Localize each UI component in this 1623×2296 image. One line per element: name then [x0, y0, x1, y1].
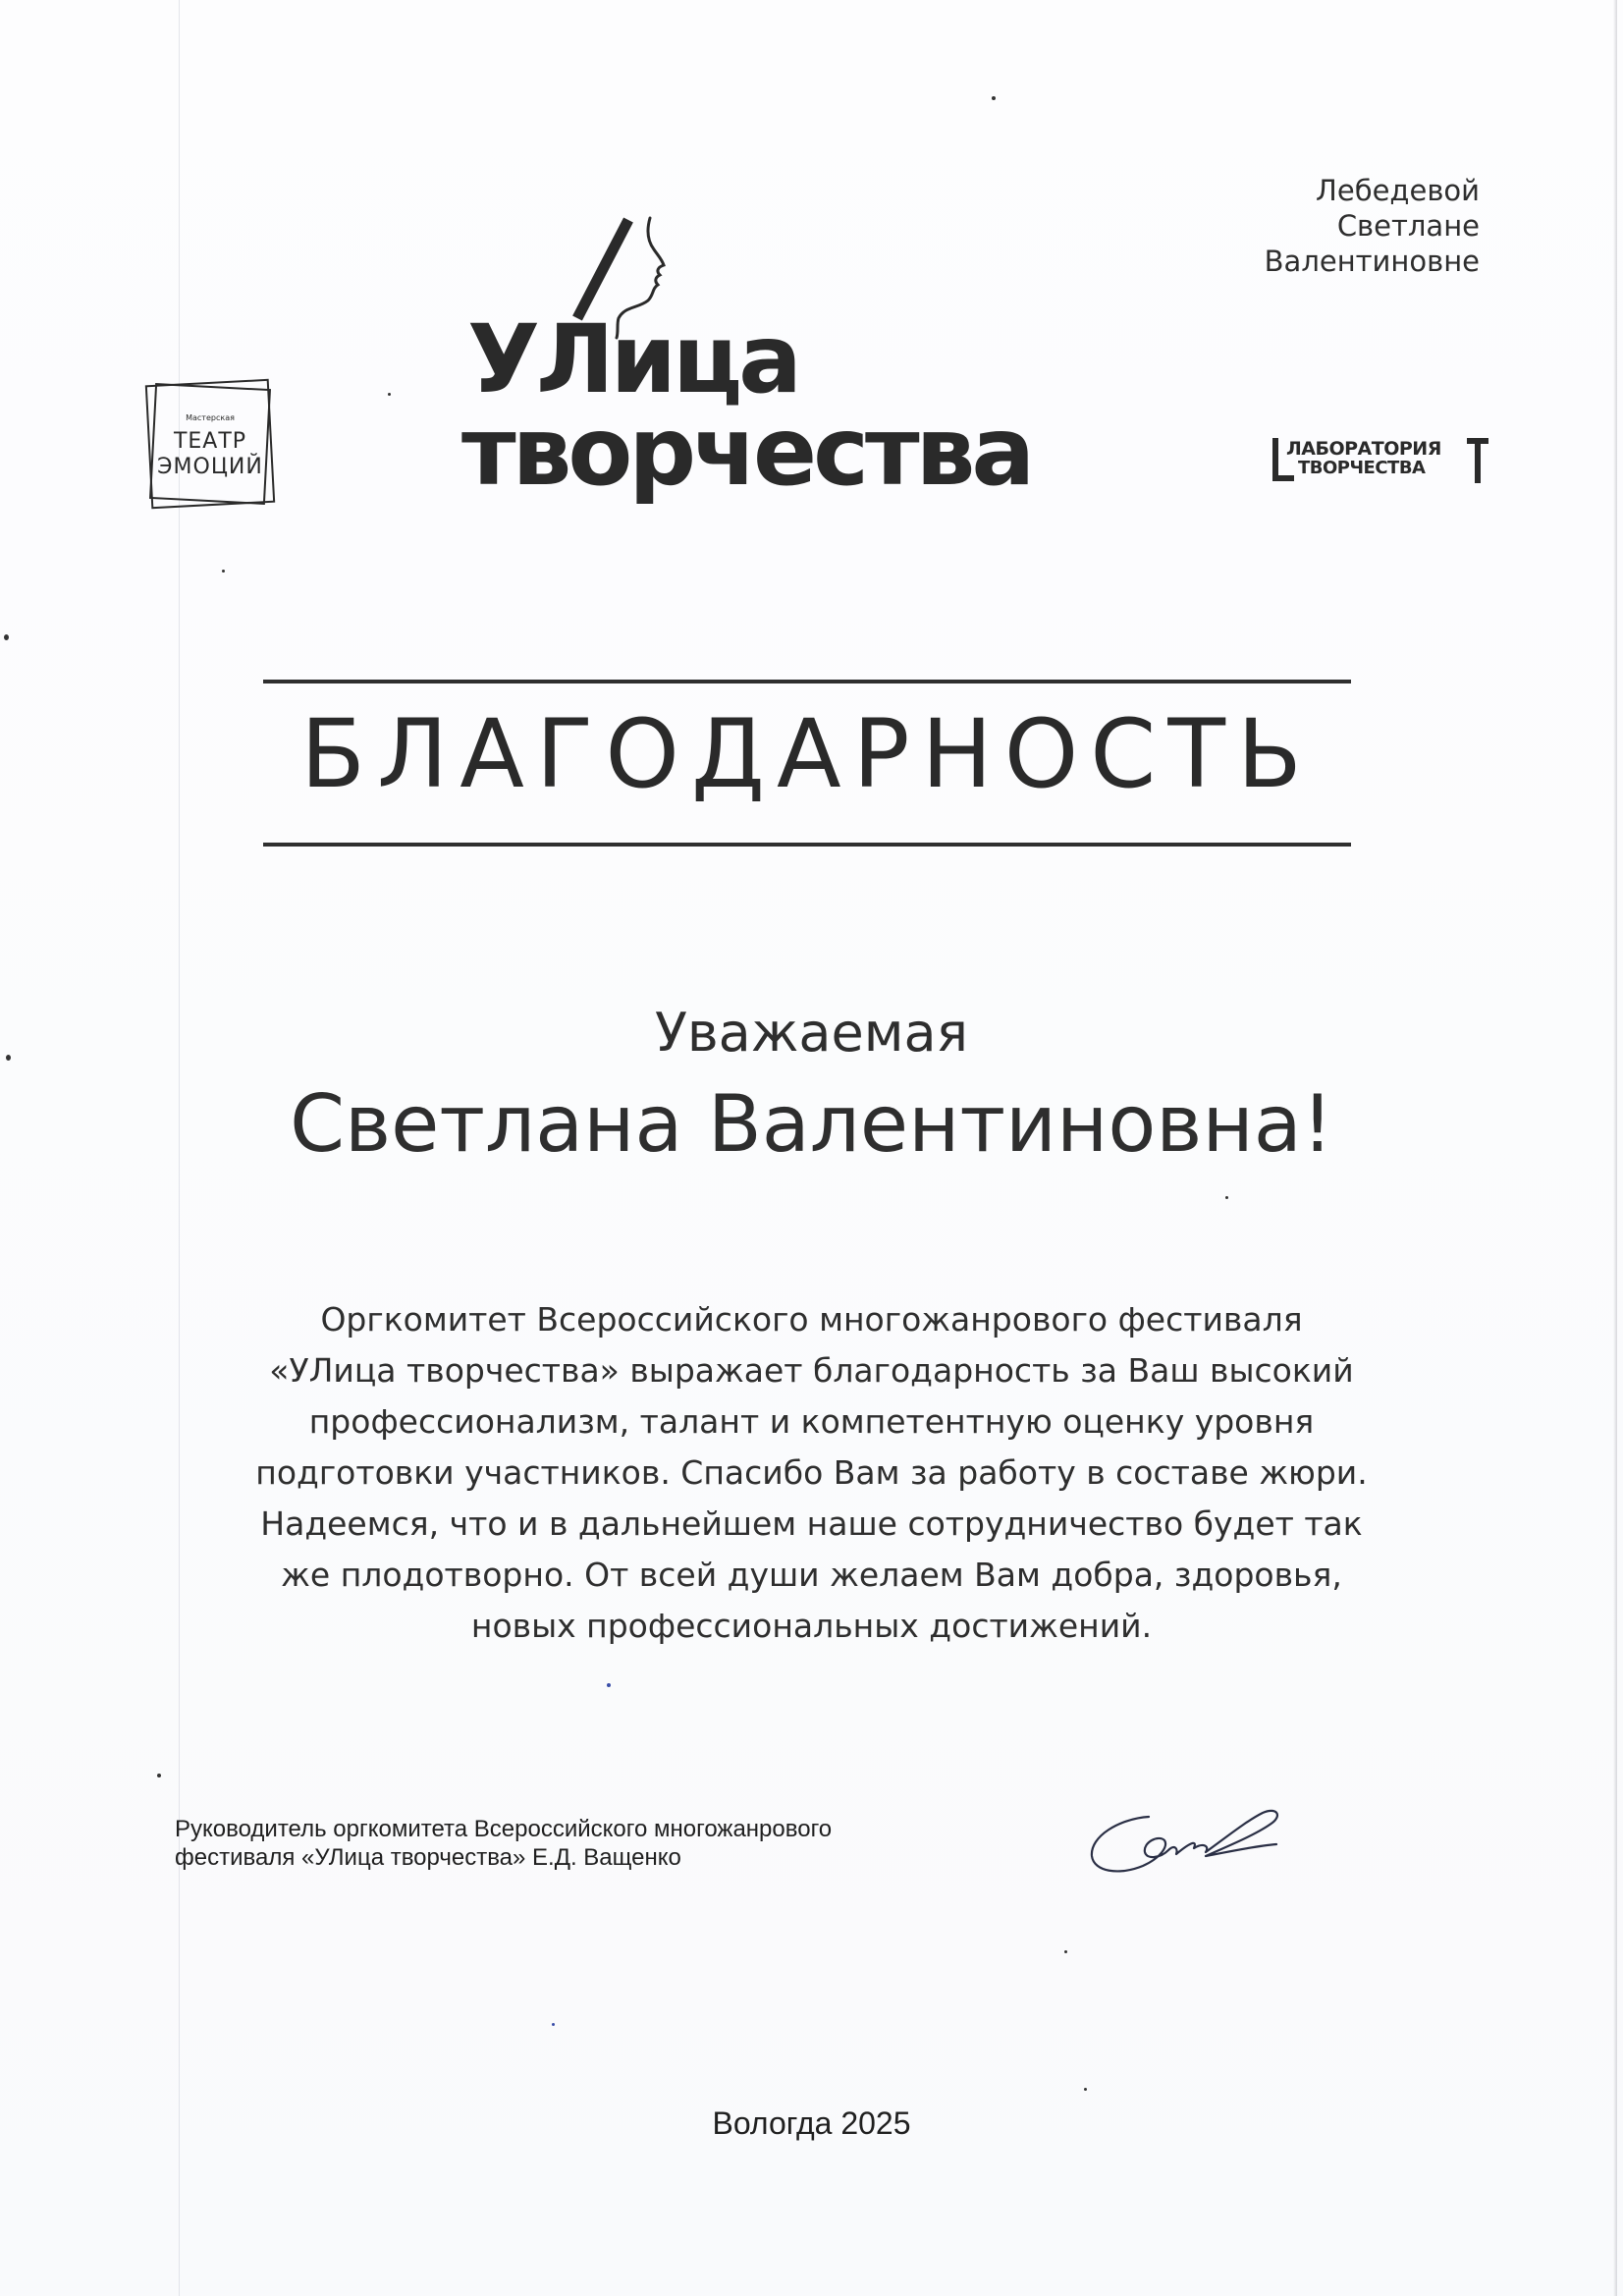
- festival-logo: [461, 216, 1168, 511]
- scan-speck: [1084, 2088, 1087, 2091]
- recipient-patronymic: Валентиновне: [1264, 245, 1480, 278]
- theatre-logo-caption: Мастерская: [186, 413, 235, 422]
- addressee-name: Светлана Валентиновна!: [290, 1078, 1333, 1170]
- signer-title: Руководитель оргкомитета Всероссийского многожанрового: [175, 1816, 833, 1842]
- title-rule-top: [263, 680, 1351, 683]
- paragraph-line: «УЛица творчества» выражает благодарность за Ваш высокий: [269, 1351, 1354, 1390]
- scan-speck: [1064, 1950, 1067, 1953]
- title-rule-bottom: [263, 843, 1351, 847]
- scan-speck: [992, 96, 996, 100]
- scan-speck: [552, 2023, 555, 2026]
- document-title: БЛАГОДАРНОСТЬ: [300, 699, 1314, 809]
- recipient-name: Светлане: [1336, 209, 1480, 243]
- scan-speck: [607, 1683, 611, 1687]
- recipient-block: [1265, 173, 1480, 279]
- salutation: Уважаемая: [654, 1002, 969, 1064]
- festival-logo-line1: УЛица: [467, 304, 798, 414]
- place-and-year: Вологда 2025: [712, 2105, 911, 2141]
- scan-speck: [222, 570, 225, 573]
- paragraph-line: Оргкомитет Всероссийского многожанрового фестиваля: [320, 1300, 1303, 1339]
- paragraph-line: подготовки участников. Спасибо Вам за работу в составе жюри.: [255, 1453, 1368, 1492]
- paragraph-line: новых профессиональных достижений.: [470, 1607, 1153, 1645]
- theatre-emotions-logo: [137, 371, 283, 517]
- handwritten-signature: [1080, 1787, 1296, 1895]
- lab-logo-line1: ЛАБОРАТОРИЯ: [1286, 438, 1441, 460]
- recipient-surname: Лебедевой: [1316, 174, 1480, 207]
- theatre-logo-line1: ТЕАТР: [173, 429, 247, 454]
- scan-speck: [157, 1774, 161, 1777]
- theatre-logo-frame-icon: [137, 371, 283, 517]
- gratitude-paragraph: [167, 1294, 1456, 1652]
- scan-speck: [1225, 1196, 1228, 1199]
- scan-speck: [388, 393, 391, 396]
- paragraph-line: профессионализм, талант и компетентную оценку уровня: [308, 1402, 1315, 1441]
- paragraph-line: же плодотворно. От всей души желаем Вам добра, здоровья,: [281, 1556, 1342, 1594]
- signer-name: фестиваля «УЛица творчества» Е.Д. Ващенко: [175, 1844, 681, 1871]
- festival-logo-line2: творчества: [461, 397, 1032, 507]
- creativity-lab-logo: [1272, 438, 1481, 485]
- lab-logo-line2: ТВОРЧЕСТВА: [1298, 458, 1426, 478]
- paragraph-line: Надеемся, что и в дальнейшем наше сотрудничество будет так: [260, 1504, 1363, 1543]
- signature-icon: [1080, 1787, 1296, 1895]
- signer-block: [175, 1815, 832, 1872]
- lab-logo-t-stem: [1475, 442, 1481, 483]
- lab-logo-bracket-foot: [1272, 475, 1294, 481]
- scan-speck: [4, 634, 9, 640]
- theatre-logo-line2: ЭМОЦИЙ: [157, 455, 263, 479]
